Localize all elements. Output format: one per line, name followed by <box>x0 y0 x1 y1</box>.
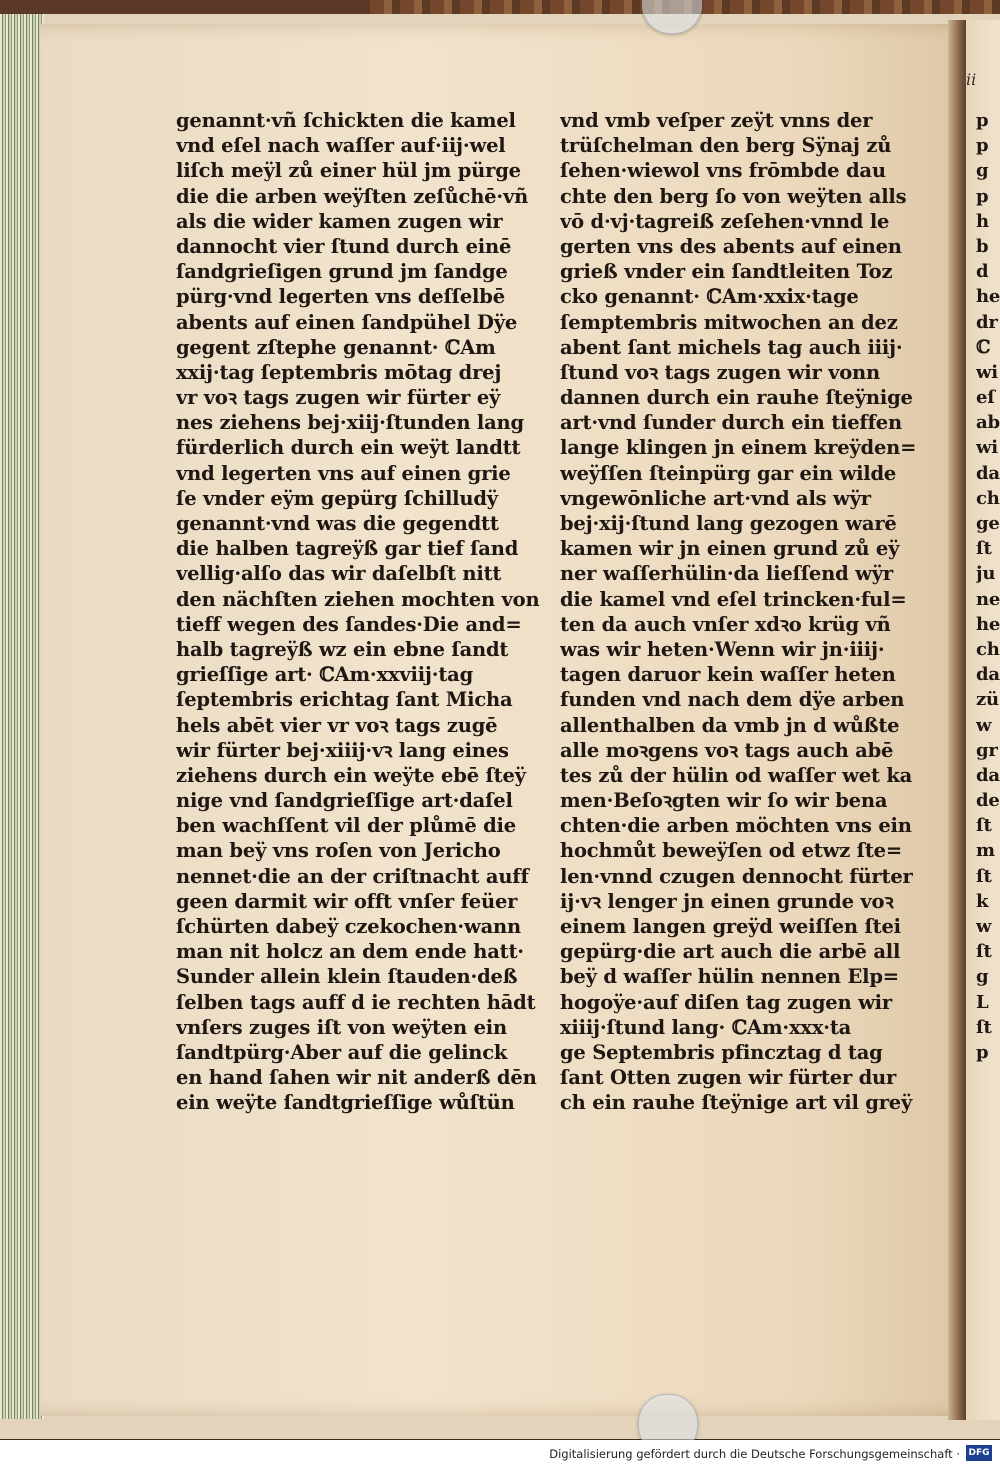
text-line: genannt·vnd was die gegendtt <box>176 512 499 535</box>
fragment-line: da <box>976 764 1000 786</box>
text-line: en hand ſahen wir nit anderß dēn <box>176 1066 537 1090</box>
text-line: den nächſten ziehen mochten von <box>176 587 540 611</box>
text-line: vellig·alſo das wir daſelbſt nitt <box>176 562 502 586</box>
fragment-line: ℂ <box>976 336 991 358</box>
text-line: gerten vns des abents auf einen <box>560 234 902 258</box>
text-line: ſelben tags auff d ie rechten hādt <box>176 990 536 1014</box>
fragment-line: ch <box>976 487 1000 509</box>
text-line: die kamel vnd eſel trincken·ful= <box>560 587 907 611</box>
text-line: hels abēt vier vr voꝛ tags zugē <box>176 713 498 737</box>
text-line: ſtund voꝛ tags zugen wir vonn <box>560 360 880 384</box>
text-line: nennet·die an der criſtnacht auff <box>176 864 529 888</box>
fragment-line: L <box>976 991 989 1013</box>
text-line: vnd vmb veſper zeÿt vnns der <box>560 109 873 132</box>
text-line: abents auf einen ſandpühel Dÿe <box>176 310 518 334</box>
fragment-line: p <box>976 135 989 157</box>
text-line: als die wider kamen zugen wir <box>176 209 503 233</box>
page-edges <box>0 14 44 1419</box>
text-line: liſch meÿl zů einer hül jm pürge <box>176 159 521 183</box>
fragment-line: ge <box>976 513 1000 534</box>
text-line: ſemptembris mitwochen an dez <box>560 310 898 334</box>
fragment-line: p <box>976 185 989 207</box>
text-line: ten da auch vnſer xdꝛo krüg vñ <box>560 612 891 636</box>
text-line: wir fürter bej·xiiij·vꝛ lang eines <box>176 738 509 762</box>
text-line: ij·vꝛ lenger jn einen grunde voꝛ <box>560 889 894 913</box>
text-line: alle moꝛgens voꝛ tags auch abē <box>560 738 894 762</box>
fragment-line: gr <box>976 739 998 761</box>
text-line: len·vnnd czugen dennocht fürter <box>560 864 913 888</box>
gutter-shadow <box>948 20 966 1420</box>
text-line: ſchürten dabeÿ czekochen·wann <box>176 915 521 938</box>
fragment-line: w <box>976 714 992 736</box>
fragment-line: d <box>976 261 989 283</box>
fragment-line: k <box>976 890 989 912</box>
text-line: dannocht vier ſtund durch einē <box>176 234 512 258</box>
fragment-line: b <box>976 235 989 257</box>
text-line: art·vnd ſunder durch ein tieffen <box>560 411 902 435</box>
text-line: ben wachſſent vil der plůmē die <box>176 814 516 838</box>
fragment-line: wi <box>976 361 998 383</box>
fragment-line: w <box>976 916 992 937</box>
fragment-line: ſt <box>976 941 992 963</box>
fragment-line: de <box>976 790 1000 812</box>
text-line: die halben tagreÿß gar tief ſand <box>176 537 519 561</box>
text-line: cko genannt· ℂAm·xxix·tage <box>560 285 859 309</box>
right-text-column <box>560 108 918 1116</box>
fragment-line: ne <box>976 588 1000 610</box>
text-line: lange klingen jn einem kreÿden= <box>560 436 917 460</box>
fragment-line: p <box>976 110 989 131</box>
text-line: vnd eſel nach waſſer auf·iij·wel <box>176 134 506 158</box>
fragment-line: ſt <box>976 865 992 887</box>
fragment-line: ab <box>976 412 1000 434</box>
text-line: ziehens durch ein weÿte ebē ſteÿ <box>176 763 526 787</box>
fragment-line: ſt <box>976 815 992 837</box>
text-line: ſe vnder eÿm gepürg ſchilludÿ <box>176 486 498 510</box>
text-line: men·Beſoꝛgten wir ſo wir bena <box>560 789 888 813</box>
text-line: gepürg·die art auch die arbē all <box>560 940 901 964</box>
fragment-line: p <box>976 1041 989 1063</box>
text-line: pürg·vnd legerten vns deſſelbē <box>176 285 505 309</box>
text-line: vnd legerten vns auf einen grie <box>176 461 511 485</box>
text-line: ſeptembris erichtag ſant Micha <box>176 688 513 712</box>
text-line: dannen durch ein rauhe ſteÿnige <box>560 386 913 410</box>
text-line: geen darmit wir offt vnſer feüer <box>176 889 518 913</box>
text-line: vngewōnliche art·vnd als wÿr <box>560 486 871 510</box>
dfg-logo-icon: DFG <box>966 1445 992 1461</box>
fragment-line: g <box>976 160 989 182</box>
text-line: vō d·vj·tagreiß zeſehen·vnnd le <box>560 209 890 233</box>
fragment-line: ju <box>976 563 996 585</box>
credit-footer <box>0 1440 1000 1468</box>
text-line: weÿſſen ſteinpürg gar ein wilde <box>560 461 897 485</box>
folio-mark: ii <box>966 70 977 89</box>
funding-credit: Digitalisierung gefördert durch die Deutsche Forschungsgemeinschaft · <box>549 1447 960 1461</box>
text-line: fürderlich durch ein weÿt landtt <box>176 436 521 460</box>
fragment-line: he <box>976 286 1000 308</box>
fragment-line: g <box>976 966 989 988</box>
text-line: xxij·tag ſeptembris mōtag drej <box>176 360 502 384</box>
text-line: halb tagreÿß wz ein ebne ſandt <box>176 637 509 661</box>
text-line: ſant Otten zugen wir fürter dur <box>560 1066 897 1090</box>
text-line: grieſſige art· ℂAm·xxviij·tag <box>176 663 474 687</box>
text-line: ge Septembris pfincztag d tag <box>560 1040 883 1064</box>
fragment-line: ſt <box>976 538 992 560</box>
text-line: Sunder allein klein ſtauden·deß <box>176 965 518 989</box>
text-line: tagen daruor kein waſſer heten <box>560 663 896 687</box>
text-line: chten·die arben möchten vns ein <box>560 814 912 838</box>
text-line: beÿ d waſſer hülin nennen Elp= <box>560 965 899 989</box>
fragment-line: m <box>976 840 995 862</box>
text-line: ner waſſerhülin·da lieſſend wÿr <box>560 562 893 586</box>
text-line: hochmůt beweÿſen od etwz ſte= <box>560 839 903 863</box>
left-text-column <box>176 108 548 1116</box>
text-line: tieff wegen des ſandes·Die and= <box>176 612 522 636</box>
text-line: bej·xij·ſtund lang gezogen warē <box>560 512 897 535</box>
text-line: man beÿ vns roſen von Jericho <box>176 839 501 863</box>
text-line: ein weÿte ſandtgrieſſige wůſtün <box>176 1091 515 1115</box>
text-line: einem langen greÿd weiſſen ſtei <box>560 915 901 938</box>
fragment-line: ch <box>976 638 1000 660</box>
text-line: xiiij·ſtund lang· ℂAm·xxx·ta <box>560 1015 852 1039</box>
fragment-line: dr <box>976 311 998 333</box>
text-line: vr voꝛ tags zugen wir fürter eÿ <box>176 386 501 410</box>
text-line: ch ein rauhe ſteÿnige art vil greÿ <box>560 1091 913 1115</box>
fragment-line: zü <box>976 689 999 711</box>
fragment-line: h <box>976 210 989 232</box>
text-line: ſandgrieſigen grund jm ſandge <box>176 260 508 284</box>
fragment-line: da <box>976 664 1000 686</box>
text-line: trüſchelman den berg Sÿnaj zů <box>560 134 892 158</box>
text-line: nige vnd ſandgrieſſige art·daſel <box>176 789 513 813</box>
text-line: ſandtpürg·Aber auf die gelinck <box>176 1040 508 1064</box>
facing-page-text-fragments <box>976 108 1000 1065</box>
text-line: die die arben weÿſten zeſůchē·vñ <box>176 184 529 208</box>
fragment-line: ſt <box>976 1016 992 1038</box>
text-line: man nit holcz an dem ende hatt· <box>176 940 524 964</box>
text-line: hogoÿe·auf diſen tag zugen wir <box>560 990 892 1014</box>
text-line: vnſers zuges iſt von weÿten ein <box>176 1015 507 1039</box>
text-line: abent ſant michels tag auch iiij· <box>560 335 903 359</box>
fragment-line: wi <box>976 437 998 459</box>
fragment-line: da <box>976 462 1000 484</box>
text-line: chte den berg ſo von weÿten alls <box>560 184 907 208</box>
text-line: grieß vnder ein ſandtleiten Toz <box>560 260 893 284</box>
fragment-line: he <box>976 613 1000 635</box>
text-line: tes zů der hülin od waſſer wet ka <box>560 763 913 787</box>
text-line: ſehen·wiewol vns frōmbde dau <box>560 159 886 183</box>
text-line: gegent zſtephe genannt· ℂAm <box>176 335 496 359</box>
text-line: kamen wir jn einen grund zů eÿ <box>560 537 900 561</box>
text-line: genannt·vñ ſchickten die kamel <box>176 109 516 132</box>
text-line: funden vnd nach dem dÿe arben <box>560 688 905 712</box>
fragment-line: eſ <box>976 387 995 409</box>
text-line: nes ziehens bej·xiij·ſtunden lang <box>176 411 524 435</box>
text-line: allenthalben da vmb jn d wůßte <box>560 713 900 737</box>
text-line: was wir heten·Wenn wir jn·iiij· <box>560 637 885 661</box>
